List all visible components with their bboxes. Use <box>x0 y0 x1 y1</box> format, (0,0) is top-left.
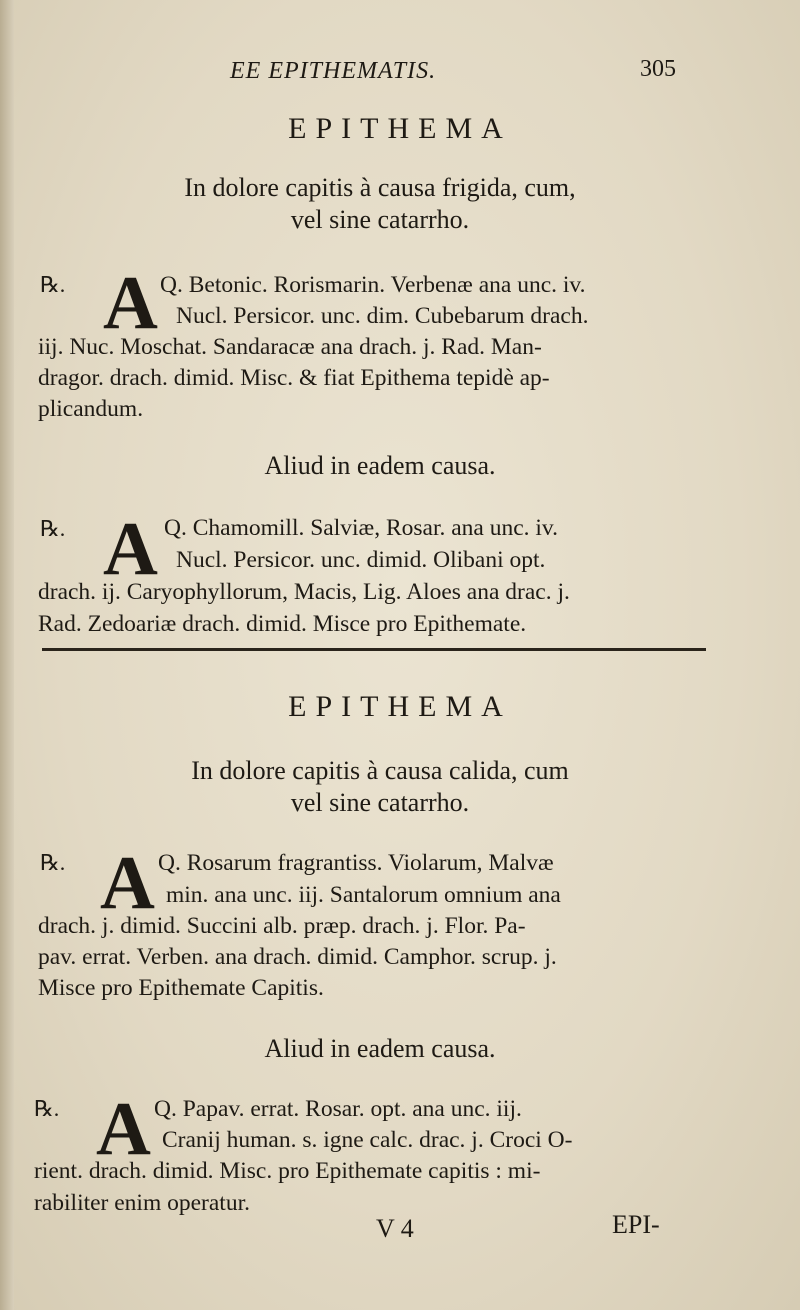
text-line: Q. Betonic. Rorismarin. Verbenæ ana unc. iv. <box>160 272 586 298</box>
catchword: EPI- <box>612 1210 660 1239</box>
section-heading: EPITHEMA <box>288 112 512 145</box>
page-edge <box>0 0 14 1310</box>
text-line: Q. Chamomill. Salviæ, Rosar. ana unc. iv. <box>164 515 559 541</box>
section-divider <box>42 648 706 651</box>
drop-cap: A <box>96 1087 151 1171</box>
section-subtitle-line: vel sine catarrho. <box>290 788 470 817</box>
text-line: min. ana unc. iij. Santalorum omnium ana <box>166 882 561 908</box>
text-line: plicandum. <box>38 396 144 422</box>
section-subheading: Aliud in eadem causa. <box>264 451 496 480</box>
section-heading: EPITHEMA <box>288 690 512 723</box>
text-line: Misce pro Epithemate Capitis. <box>38 975 324 1001</box>
text-line: dragor. drach. dimid. Misc. & fiat Epithema tepidè ap- <box>38 365 550 391</box>
signature-mark: V 4 <box>376 1214 414 1243</box>
text-line: Q. Rosarum fragrantiss. Violarum, Malvæ <box>158 850 554 876</box>
page-number: 305 <box>640 56 676 82</box>
text-line: iij. Nuc. Moschat. Sandaracæ ana drach. j. Rad. Man- <box>38 334 542 360</box>
text-line: Cranij human. s. igne calc. drac. j. Croci O- <box>162 1127 573 1153</box>
text-line: Q. Papav. errat. Rosar. opt. ana unc. iij. <box>154 1096 522 1122</box>
text-line: rabiliter enim operatur. <box>34 1190 250 1216</box>
text-line: drach. j. dimid. Succini alb. præp. drach. j. Flor. Pa- <box>38 913 526 939</box>
recipe-symbol: ℞. <box>34 1096 60 1121</box>
recipe-symbol: ℞. <box>40 516 66 541</box>
drop-cap: A <box>103 261 158 345</box>
section-subtitle-line: In dolore capitis à causa frigida, cum, <box>184 173 576 202</box>
text-line: Nucl. Persicor. unc. dimid. Olibani opt. <box>176 547 546 573</box>
text-line: pav. errat. Verben. ana drach. dimid. Camphor. scrup. j. <box>38 944 557 970</box>
drop-cap: A <box>100 841 155 925</box>
recipe-symbol: ℞. <box>40 850 66 875</box>
running-title: EE EPITHEMATIS. <box>230 58 437 84</box>
section-subtitle-line: vel sine catarrho. <box>290 205 470 234</box>
text-line: Nucl. Persicor. unc. dim. Cubebarum drach. <box>176 303 589 329</box>
text-line: rient. drach. dimid. Misc. pro Epithemate capitis : mi- <box>34 1158 541 1184</box>
text-line: drach. ij. Caryophyllorum, Macis, Lig. Aloes ana drac. j. <box>38 579 570 605</box>
text-line: Rad. Zedoariæ drach. dimid. Misce pro Epithemate. <box>38 611 527 637</box>
drop-cap: A <box>103 507 158 591</box>
section-subtitle-line: In dolore capitis à causa calida, cum <box>191 756 569 785</box>
recipe-symbol: ℞. <box>40 272 66 297</box>
section-subheading: Aliud in eadem causa. <box>264 1034 496 1063</box>
